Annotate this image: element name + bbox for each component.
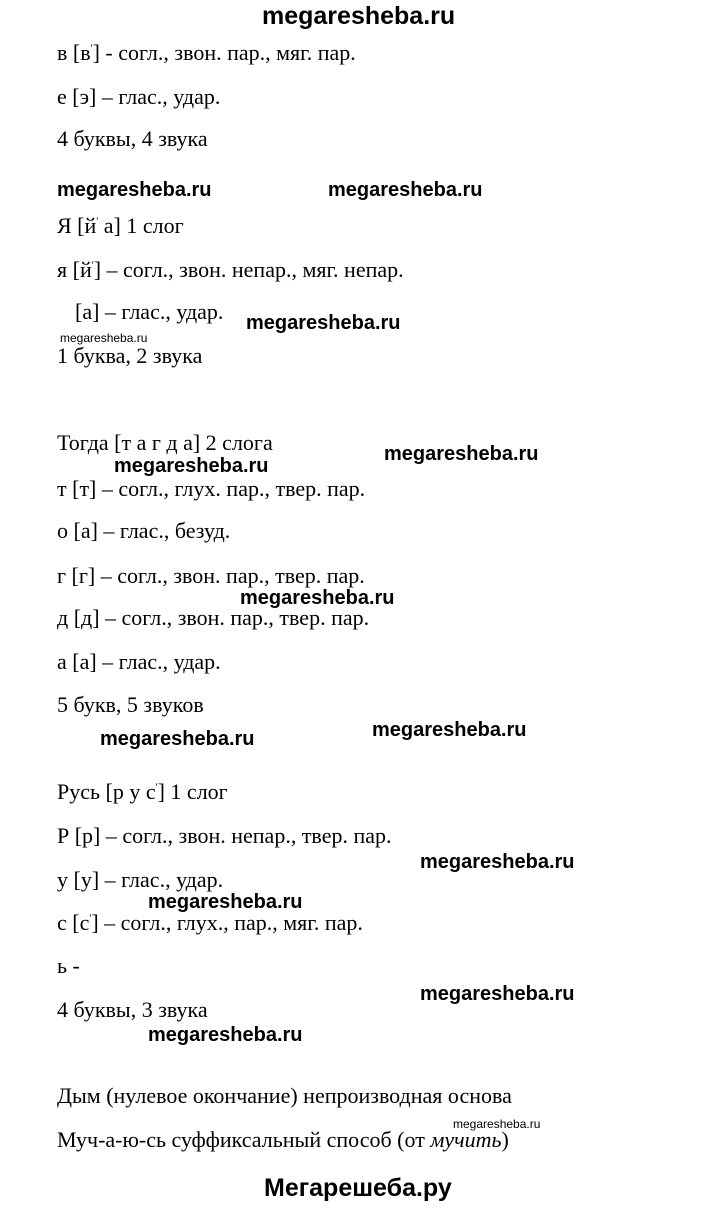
line-text: Русь [р у с [57, 779, 156, 804]
text-line [57, 40, 356, 66]
softness-mark: ' [90, 42, 93, 55]
line-text: а] 1 слог [98, 213, 184, 238]
line-text: ] – согл., глух., пар., мяг. пар. [91, 910, 363, 935]
text-line: Дым (нулевое окончание) непроизводная основа [57, 1083, 512, 1108]
text-line: г [г] – согл., звон. пар., твер. пар. [57, 563, 365, 588]
text-line: е [э] – глас., удар. [57, 84, 221, 109]
header-watermark: megaresheba.ru [262, 2, 456, 30]
watermark: megaresheba.ru [420, 851, 575, 873]
watermark: megaresheba.ru [246, 312, 401, 334]
watermark: megaresheba.ru [328, 179, 483, 201]
text-line [57, 1127, 509, 1153]
watermark: megaresheba.ru [240, 587, 395, 609]
text-line: т [т] – согл., глух. пар., твер. пар. [57, 476, 366, 501]
softness-mark: ' [155, 781, 158, 794]
text-line: о [а] – глас., безуд. [57, 518, 231, 543]
text-line: д [д] – согл., звон. пар., твер. пар. [57, 605, 370, 630]
watermark-small: megaresheba.ru [453, 1117, 541, 1131]
watermark: megaresheba.ru [420, 983, 575, 1005]
softness-mark: ' [89, 912, 92, 925]
watermark: megaresheba.ru [148, 891, 303, 913]
footer-watermark: Мегарешеба.ру [264, 1174, 452, 1202]
line-text: Я [й [57, 213, 97, 238]
line-text: в [в [57, 40, 91, 65]
line-text: ] – согл., звон. непар., мяг. непар. [93, 257, 404, 282]
line-text: я [й [57, 257, 92, 282]
text-line: у [у] – глас., удар. [57, 867, 224, 892]
watermark-small: megaresheba.ru [60, 331, 148, 345]
line-text: с [с [57, 910, 90, 935]
text-line: 5 букв, 5 звуков [57, 692, 204, 717]
watermark: megaresheba.ru [114, 455, 269, 477]
watermark: megaresheba.ru [57, 179, 212, 201]
italic-word: мучить [430, 1127, 502, 1152]
text-line: 1 буква, 2 звука [57, 343, 203, 368]
softness-mark: ' [91, 259, 94, 272]
watermark: megaresheba.ru [148, 1024, 303, 1046]
line-text: ) [501, 1127, 509, 1152]
softness-mark: ' [96, 215, 99, 228]
watermark: megaresheba.ru [372, 719, 527, 741]
text-line [57, 213, 184, 239]
line-text: Муч-а-ю-сь суффиксальный способ (от [57, 1127, 431, 1152]
text-line: 4 буквы, 4 звука [57, 126, 208, 151]
watermark: megaresheba.ru [384, 443, 539, 465]
text-line [57, 910, 363, 936]
text-line: [а] – глас., удар. [75, 299, 224, 324]
watermark: megaresheba.ru [100, 728, 255, 750]
line-text: ] - согл., звон. пар., мяг. пар. [92, 40, 356, 65]
text-line [57, 257, 404, 283]
text-line [57, 779, 228, 805]
line-text: ] 1 слог [157, 779, 228, 804]
text-line: а [а] – глас., удар. [57, 649, 221, 674]
text-line: Тогда [т а г д а] 2 слога [57, 430, 273, 455]
text-line: ь - [57, 953, 80, 978]
text-line: 4 буквы, 3 звука [57, 997, 208, 1022]
text-line: Р [р] – согл., звон. непар., твер. пар. [57, 823, 392, 848]
